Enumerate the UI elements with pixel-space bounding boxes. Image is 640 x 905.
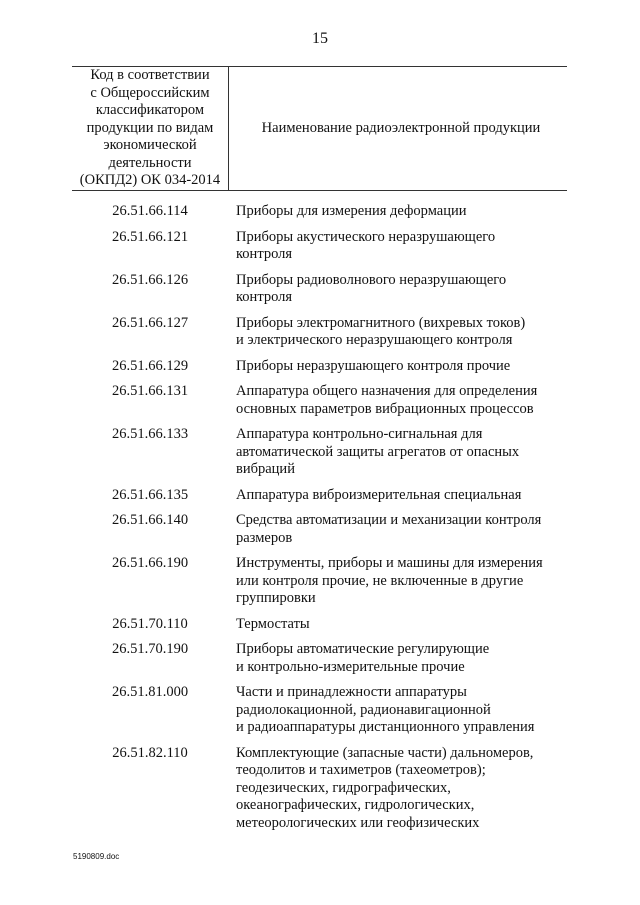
table-row [72,229,567,264]
page-number: 15 [312,30,328,47]
table-row [72,358,567,376]
table-row [72,315,567,350]
row-code: 26.51.66.190 [111,555,189,571]
row-name: Инструменты, приборы и машины для измерения или контроля прочие, не включенные в другие группировки [236,555,543,606]
table-row [72,684,567,737]
table-row [72,616,567,634]
header-name-column: Наименование радиоэлектронной продукции [261,120,541,136]
row-name: Аппаратура виброизмерительная специальная [236,486,522,503]
row-name: Термостаты [236,615,310,632]
row-name: Комплектующие (запасные части) дальномеров, теодолитов и тахиметров (тахеометров); геодезических, гидрографических, океанографических, гидрологических, метеорологических или геофизических [236,744,534,831]
row-name: Аппаратура контрольно-сигнальная для автоматической защиты агрегатов от опасных вибраций [236,426,520,477]
table-row [72,272,567,307]
row-code: 26.51.66.140 [111,512,189,528]
row-code: 26.51.66.131 [111,383,189,399]
row-code: 26.51.70.190 [111,641,189,657]
row-name: Приборы для измерения деформации [236,203,467,219]
row-code: 26.51.66.133 [111,426,189,442]
row-code: 26.51.66.135 [111,486,189,503]
row-code: 26.51.81.000 [111,684,189,700]
row-name: Средства автоматизации и механизации контроля размеров [236,512,542,546]
table-row [72,203,567,221]
row-code: 26.51.66.126 [111,271,189,288]
table-row [72,512,567,547]
row-name: Приборы автоматические регулирующие и контрольно-измерительные прочие [236,641,490,675]
table-body [72,203,567,840]
table-row [72,383,567,418]
table-row [72,641,567,676]
table-row [72,426,567,479]
row-name: Приборы радиоволнового неразрушающего контроля [236,271,507,305]
row-code: 26.51.66.114 [112,203,188,219]
row-name: Аппаратура общего назначения для определения основных параметров вибрационных процессов [236,383,538,417]
table-row [72,745,567,833]
table-row [72,555,567,608]
row-code: 26.51.70.110 [112,615,188,632]
row-name: Приборы неразрушающего контроля прочие [236,357,511,374]
document-filename: 5190809.doc [73,852,120,861]
row-code: 26.51.66.129 [111,357,189,374]
row-code: 26.51.66.121 [111,228,189,245]
row-name: Приборы электромагнитного (вихревых токов) и электрического неразрушающего контроля [236,314,526,348]
header-code-column: Код в соответствии с Общероссийским классификатором продукции по видам экономической деятельности (ОКПД2) ОК 034-2014 [72,67,229,190]
table-row [72,487,567,505]
row-code: 26.51.66.127 [111,314,189,331]
table-header [72,66,567,191]
row-name: Части и принадлежности аппаратуры радиолокационной, радионавигационной и радиоаппаратуры дистанционного управления [236,684,535,735]
row-name: Приборы акустического неразрушающего контроля [236,228,496,262]
row-code: 26.51.82.110 [112,744,188,761]
